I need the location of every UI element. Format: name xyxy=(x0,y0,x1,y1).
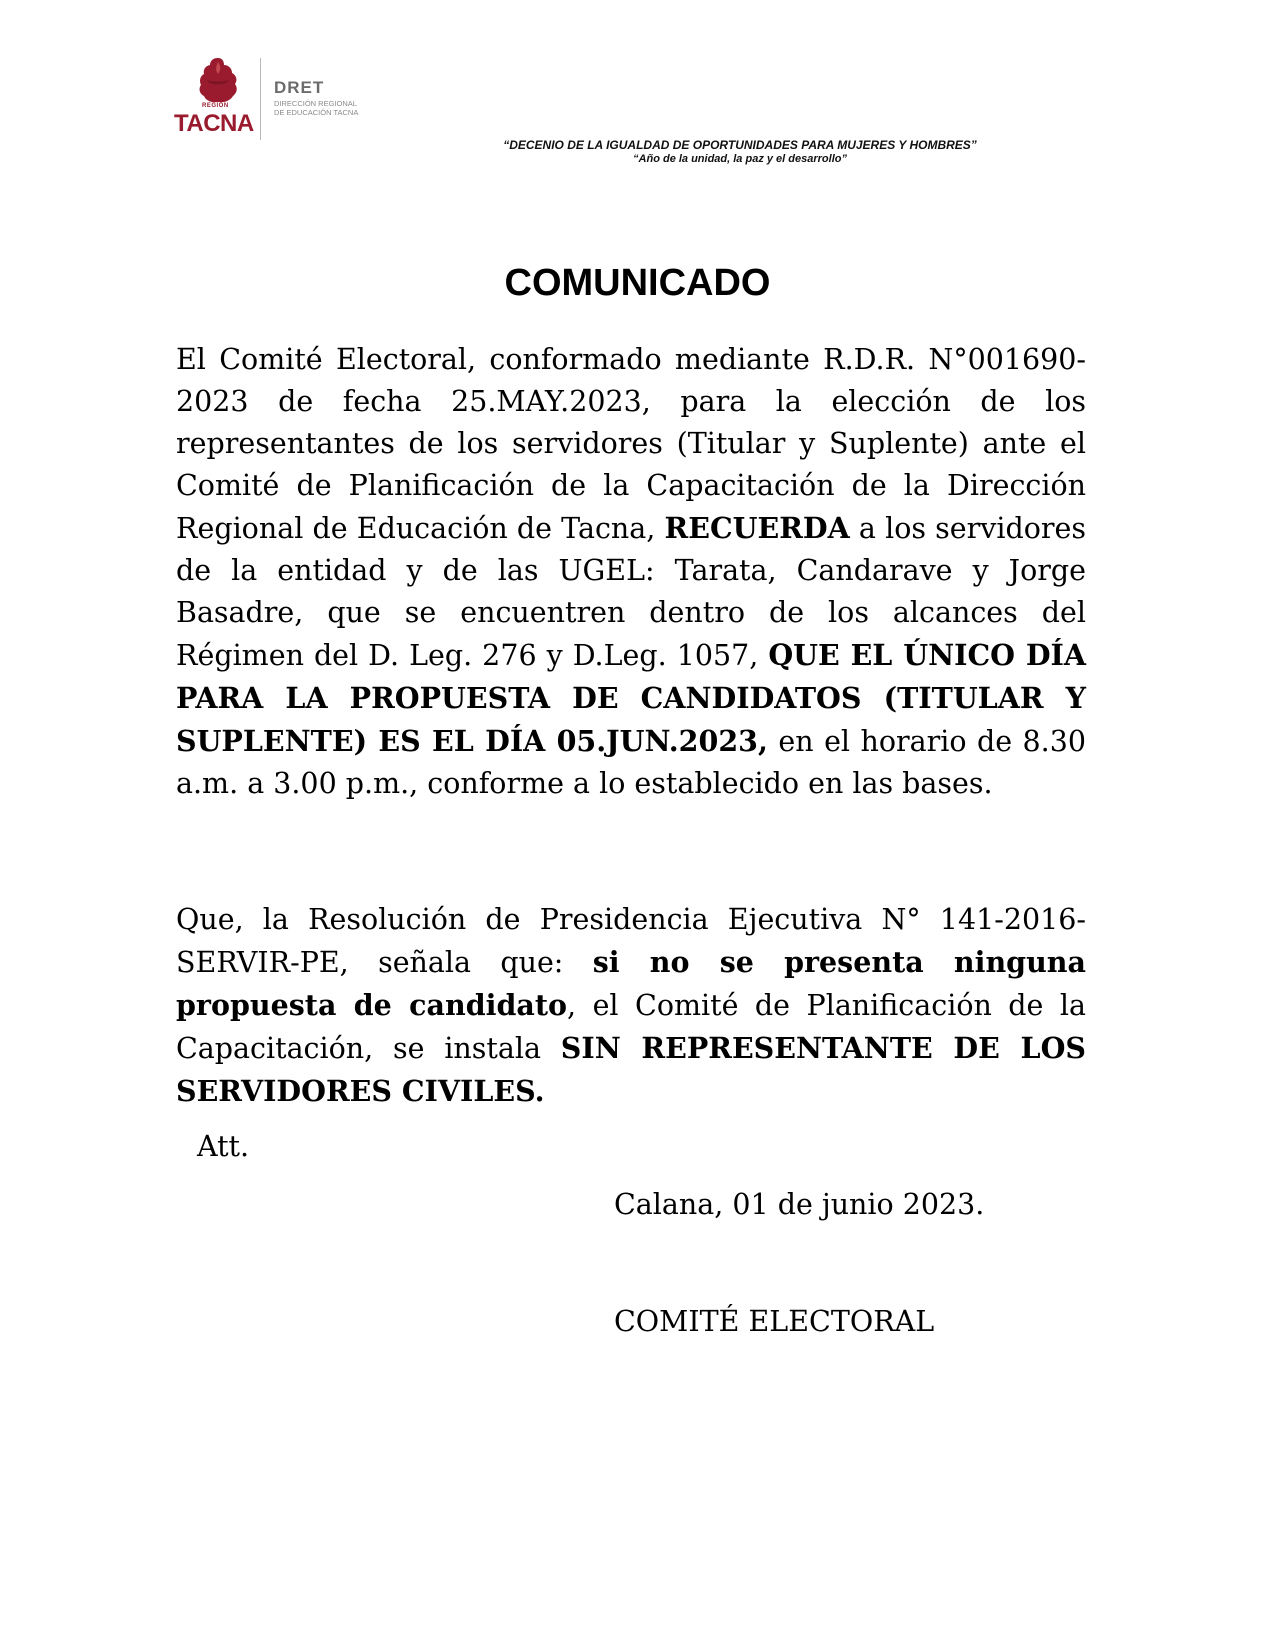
paragraph2-text-2: , el Comité de Planificación de la Capacitación, se instala xyxy=(176,989,1087,1065)
place-date: Calana, 01 de junio 2023. xyxy=(614,1188,985,1221)
paragraph1-bold-recuerda: RECUERDA xyxy=(664,511,850,545)
logo-subtitle-line1: DIRECCIÓN REGIONAL xyxy=(274,99,357,108)
logo-dret-acronym: DRET xyxy=(274,78,325,97)
signature-committee: COMITÉ ELECTORAL xyxy=(614,1305,935,1338)
paragraph2-text-1: Que, la Resolución de Presidencia Ejecutiva N° 141-2016-SERVIR-PE, señala que: xyxy=(176,903,1086,979)
logo-subtitle-line2: DE EDUCACIÓN TACNA xyxy=(274,108,359,117)
document-title: COMUNICADO xyxy=(504,262,771,304)
paragraph1-bold-deadline: QUE EL ÚNICO DÍA PARA LA PROPUESTA DE CANDIDATOS (TITULAR Y SUPLENTE) ES EL DÍA 05.JUN.2023, xyxy=(176,638,1086,758)
body-paragraph-1 xyxy=(176,339,1086,805)
year-motto: “Año de la unidad, la paz y el desarrollo” xyxy=(633,153,847,165)
logo-region-label: REGIÓN xyxy=(202,103,229,109)
logo-divider xyxy=(260,58,261,140)
logo-subtitle xyxy=(274,99,384,117)
paragraph1-text-1: El Comité Electoral, conformado mediante R.D.R. N°001690-2023 de fecha 25.MAY.2023, para la elección de los representantes de los servidores (Titular y Suplente) ante el Comité de Planificación de la Capacitación de la Dirección Regional de Educación de Tacna, xyxy=(176,343,1086,545)
decenio-motto: “DECENIO DE LA IGUALDAD DE OPORTUNIDADES PARA MUJERES Y HOMBRES” xyxy=(503,138,977,152)
body-paragraph-2 xyxy=(176,899,1086,1113)
paragraph2-bold-no-representative: SIN REPRESENTANTE DE LOS SERVIDORES CIVILES. xyxy=(176,1031,1086,1108)
paragraph1-text-3: en el horario de 8.30 a.m. a 3.00 p.m., conforme a lo establecido en las bases. xyxy=(176,725,1087,800)
dret-tacna-logo xyxy=(174,56,384,142)
paragraph2-bold-no-proposal: si no se presenta ninguna propuesta de candidato xyxy=(176,945,1086,1022)
closing-att: Att. xyxy=(197,1130,250,1163)
paragraph1-text-2: a los servidores de la entidad y de las UGEL: Tarata, Candarave y Jorge Basadre, que se encuentren dentro de los alcances del Régimen del D. Leg. 276 y D.Leg. 1057, xyxy=(176,512,1087,672)
logo-tacna-name: TACNA xyxy=(174,110,254,137)
